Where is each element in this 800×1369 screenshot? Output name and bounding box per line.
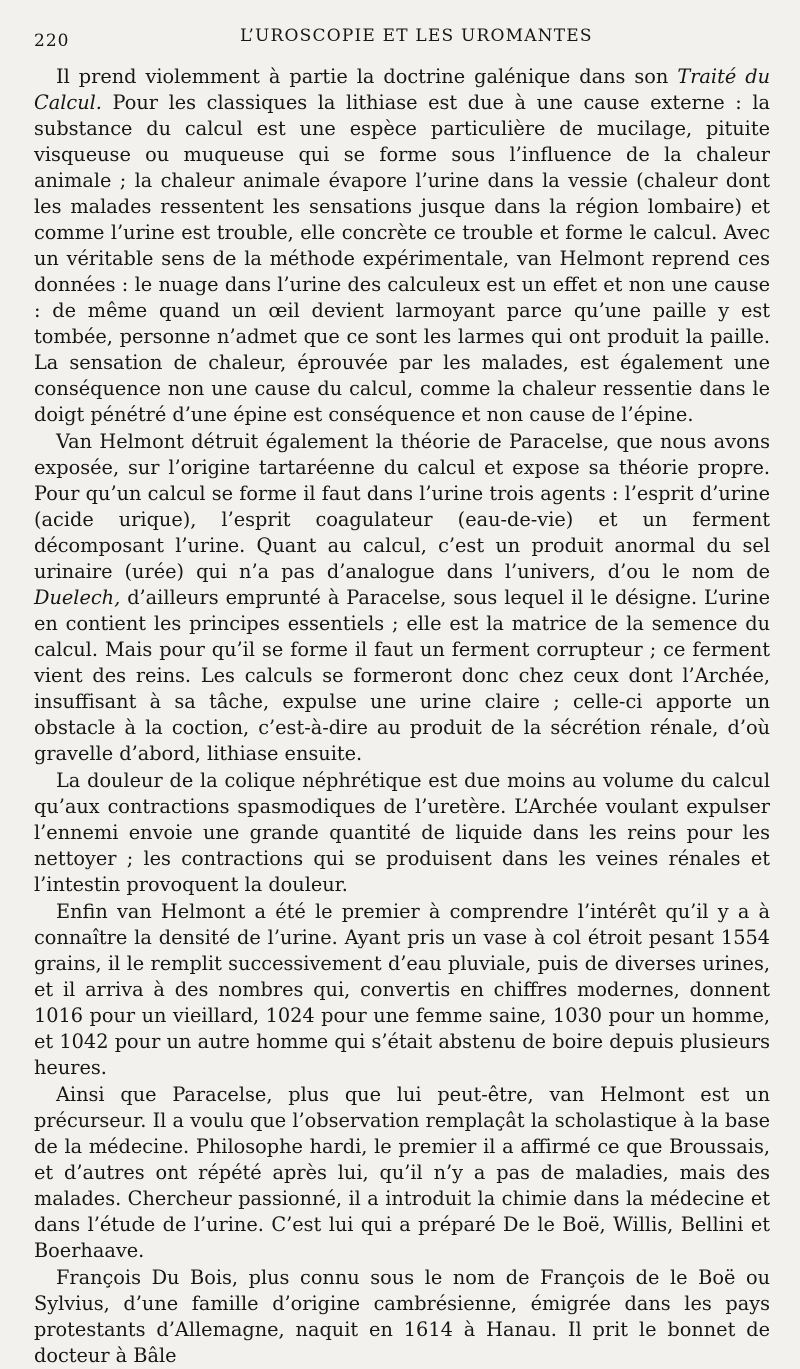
paragraph-text: Pour les classiques la lithiase est due à une cause externe : la substance du calcul est une espèce particulière de mucilage, pituite visqueuse ou muqueuse qui se forme sous l’influence de la chaleur animale ; la chaleur animale évapore l’urine dans la vessie (chaleur dont les malades ressentent les sensations jusque dans la région lombaire) et comme l’urine est trouble, elle concrète ce trouble et forme le calcul. Avec un véritable sens de la méthode expérimentale, van Helmont reprend ces données : le nuage dans l’urine des calculeux est un effet et non une cause : de même quand un œil devient larmoyant parce qu’une paille y est tombée, personne n’admet que ce sont les larmes qui ont produit la paille. La sensation de chaleur, éprouvée par les malades, est également une conséquence non une cause du calcul, comme la chaleur ressentie dans le doigt pénétré d’une épine est conséquence et non cause de l’épine. xyxy=(34,91,770,426)
paragraph-text: François Du Bois, plus connu sous le nom de François de le Boë ou Sylvius, d’une famille d’origine cambrésienne, émigrée dans les pays protestants d’Allemagne, naquit en 1614 à Hanau. Il prit le bonnet de docteur à Bâle xyxy=(34,1266,770,1367)
paragraph-text: Il prend violemment à partie la doctrine galénique dans son xyxy=(56,65,678,88)
body-text xyxy=(34,64,770,1369)
paragraph xyxy=(34,1265,770,1369)
italic-title-text: Traité du Calcul. xyxy=(34,65,770,114)
paragraph-text: Van Helmont détruit également la théorie de Paracelse, que nous avons exposée, sur l’origine tartaréenne du calcul et expose sa théorie propre. Pour qu’un calcul se forme il faut dans l’urine trois agents : l’esprit d’urine (acide urique), l’esprit coagulateur (eau-de-vie) et un ferment décomposant l’urine. Quant au calcul, c’est un produit anormal du sel urinaire (urée) qui n’a pas d’analogue dans l’univers, d’ou le nom de xyxy=(34,430,770,583)
paragraph xyxy=(34,64,770,428)
italic-title-text: Duelech, xyxy=(34,586,121,609)
paragraph xyxy=(34,1082,770,1264)
running-title: L’UROSCOPIE ET LES UROMANTES xyxy=(240,26,593,46)
paragraph xyxy=(34,899,770,1081)
paragraph xyxy=(34,429,770,767)
page-number: 220 xyxy=(34,31,70,51)
paragraph xyxy=(34,768,770,898)
running-head xyxy=(34,22,770,52)
paragraph-text: Enfin van Helmont a été le premier à comprendre l’intérêt qu’il y a à connaître la densité de l’urine. Ayant pris un vase à col étroit pesant 1554 grains, il le remplit successivement d’eau pluviale, puis de diverses urines, et il arriva à des nombres qui, convertis en chiffres modernes, donnent 1016 pour un vieillard, 1024 pour une femme saine, 1030 pour un homme, et 1042 pour un autre homme qui s’était abstenu de boire depuis plusieurs heures. xyxy=(34,900,770,1079)
paragraph-text: La douleur de la colique néphrétique est due moins au volume du calcul qu’aux contractions spasmodiques de l’uretère. L’Archée voulant expulser l’ennemi envoie une grande quantité de liquide dans les reins pour les nettoyer ; les contractions qui se produisent dans les veines rénales et l’intestin provoquent la douleur. xyxy=(34,769,770,896)
paragraph-text: d’ailleurs emprunté à Paracelse, sous lequel il le désigne. L’urine en contient les principes essentiels ; elle est la matrice de la semence du calcul. Mais pour qu’il se forme il faut un ferment corrupteur ; ce ferment vient des reins. Les calculs se formeront donc chez ceux dont l’Archée, insuffisant à sa tâche, expulse une urine claire ; celle-ci apporte un obstacle à la coction, c’est-à-dire au produit de la sécrétion rénale, d’où gravelle d’abord, lithiase ensuite. xyxy=(34,586,770,765)
paragraph-text: Ainsi que Paracelse, plus que lui peut-être, van Helmont est un précurseur. Il a voulu que l’observation remplaçât la scholastique à la base de la médecine. Philosophe hardi, le premier il a affirmé ce que Broussais, et d’autres ont répété après lui, qu’il n’y a pas de maladies, mais des malades. Chercheur passionné, il a introduit la chimie dans la médecine et dans l’étude de l’urine. C’est lui qui a préparé De le Boë, Willis, Bellini et Boerhaave. xyxy=(34,1083,770,1262)
